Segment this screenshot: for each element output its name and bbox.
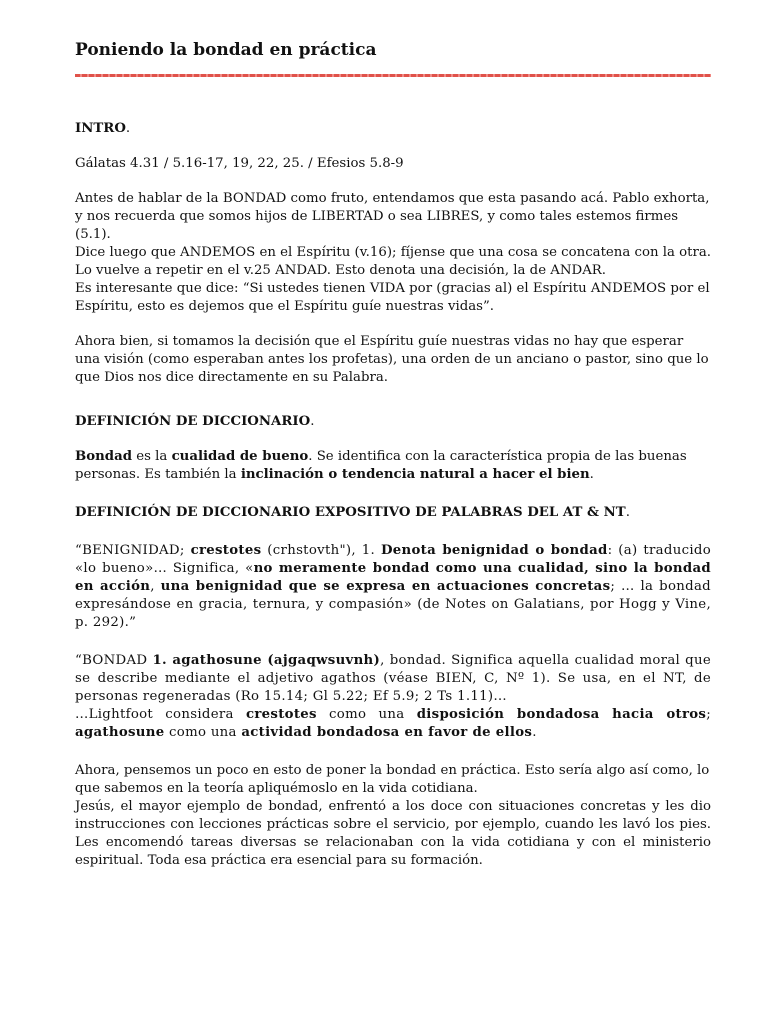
expository-heading: DEFINICIÓN DE DICCIONARIO EXPOSITIVO DE PALABRAS DEL AT & NT. [75, 505, 630, 520]
intro-paragraph-4: Ahora bien, si tomamos la decisión que el Espíritu guíe nuestras vidas no hay que esperar una visión (como esperaban antes los profetas), una orden de un anciano o pastor, sino que lo que Dios nos dice directamente en su Palabra. [75, 334, 709, 385]
intro-paragraph-2: Dice luego que ANDEMOS en el Espíritu (v.16); fíjense que una cosa se concatena con la otra. Lo vuelve a repetir en el v.25 ANDAD. Esto denota una decisión, la de ANDAR. [75, 245, 712, 278]
intro-heading: INTRO. [75, 121, 131, 136]
quote-lightfoot: …Lightfoot considera crestotes como una disposición bondadosa hacia otros; agathosune como una actividad bondadosa en favor de ellos. [75, 707, 711, 740]
document-body [75, 120, 711, 870]
title-underline [75, 74, 711, 77]
dictionary-definition: Bondad es la cualidad de bueno. Se identifica con la característica propia de las buenas personas. Es también la inclinación o tendencia natural a hacer el bien. [75, 449, 687, 482]
quote-bondad: “BONDAD 1. agathosune (ajgaqwsuvnh), bondad. Significa aquella cualidad moral que se describe mediante el adjetivo agathos (véase BIEN, C, Nº 1). Se usa, en el NT, de personas regeneradas (Ro 15.14; Gl 5.22; Ef 5.9; 2 Ts 1.11)… [75, 653, 712, 704]
closing-paragraph-2: Jesús, el mayor ejemplo de bondad, enfrentó a los doce con situaciones concretas y les dio instrucciones con lecciones prácticas sobre el servicio, por ejemplo, cuando les lavó los pies. Les encomendó tareas diversas se relacionaban con la vida cotidiana y con el ministerio espiritual. Toda esa práctica era esencial para su formación. [75, 799, 711, 868]
intro-paragraph-3: Es interesante que dice: “Si ustedes tienen VIDA por (gracias al) el Espíritu ANDEMOS por el Espíritu, esto es dejemos que el Espíritu guíe nuestras vidas”. [75, 281, 710, 314]
scripture-references: Gálatas 4.31 / 5.16-17, 19, 22, 25. / Efesios 5.8-9 [75, 156, 404, 171]
document-title: Poniendo la bondad en práctica [75, 40, 377, 60]
intro-paragraph-1: Antes de hablar de la BONDAD como fruto, entendamos que esta pasando acá. Pablo exhorta, y nos recuerda que somos hijos de LIBERTAD o sea LIBRES, y como tales estemos firmes (5.1). [75, 191, 710, 242]
dictionary-heading: DEFINICIÓN DE DICCIONARIO. [75, 414, 315, 429]
quote-benignidad: “BENIGNIDAD; crestotes (crhstovth"), 1. Denota benignidad o bondad: (a) traducido «lo bueno»… Significa, «no meramente bondad como una cualidad, sino la bondad en acción, una benignidad que se expresa en actuaciones concretas; … la bondad expresándose en gracia, ternura, y compasión» (de Notes on Galatians, por Hogg y Vine, p. 292).” [75, 543, 711, 630]
closing-paragraph-1: Ahora, pensemos un poco en esto de poner la bondad en práctica. Esto sería algo así como, lo que sabemos en la teoría apliquémoslo en la vida cotidiana. [75, 763, 710, 796]
